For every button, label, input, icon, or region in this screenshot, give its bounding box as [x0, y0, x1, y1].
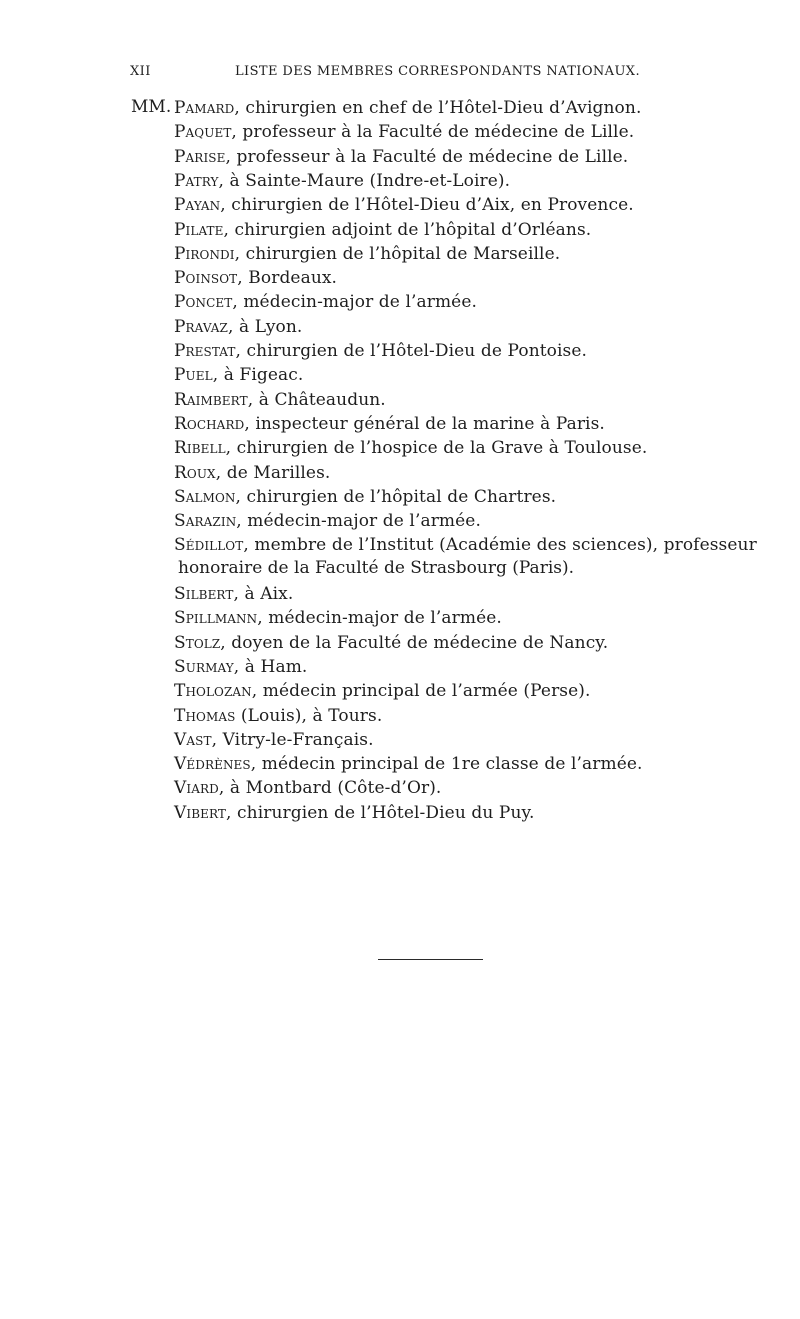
member-description: (Louis), à Tours.	[235, 705, 383, 726]
member-name: Poncet	[174, 292, 233, 313]
member-name: Sédillot	[174, 535, 244, 556]
member-entry	[174, 728, 374, 752]
closing-rule	[378, 959, 483, 960]
member-name: Surmay	[174, 656, 234, 677]
member-name: Raimbert	[174, 389, 248, 410]
page-number: XII	[130, 64, 151, 79]
member-name: Poinsot	[174, 268, 238, 289]
member-name: Pamard	[174, 98, 235, 118]
member-name: Silbert	[174, 584, 234, 604]
member-description: , chirurgien adjoint de l’hôpital d’Orléans.	[223, 219, 592, 240]
member-description-continued: honoraire de la Faculté de Strasbourg (Paris).	[178, 557, 575, 578]
member-name: Thomas	[174, 705, 236, 726]
member-entry	[174, 509, 481, 533]
member-entry	[174, 169, 510, 193]
member-name: Viard	[174, 778, 219, 799]
member-description: , à Montbard (Côte-d’Or).	[218, 778, 442, 799]
member-entry	[174, 485, 556, 509]
member-description: , à Lyon.	[228, 316, 303, 337]
member-name: Védrènes	[174, 754, 251, 775]
member-description: , médecin principal de 1re classe de l’armée.	[250, 754, 643, 775]
member-entry	[174, 533, 757, 557]
member-description: , chirurgien de l’hôpital de Marseille.	[234, 243, 561, 264]
member-entry	[174, 679, 591, 703]
member-name: Payan	[174, 195, 221, 216]
member-description: , professeur à la Faculté de médecine de Lille.	[225, 146, 629, 167]
member-description: , à Figeac.	[212, 365, 304, 386]
member-entry	[174, 412, 605, 436]
member-description: , inspecteur général de la marine à Paris.	[244, 413, 605, 434]
member-description: , doyen de la Faculté de médecine de Nancy.	[220, 632, 609, 653]
member-entry	[174, 290, 477, 314]
member-description: , médecin principal de l’armée (Perse).	[251, 681, 591, 702]
running-header	[130, 64, 640, 84]
member-name: Sarazin	[174, 511, 237, 532]
member-entry	[174, 801, 534, 825]
member-description: , à Aix.	[233, 584, 294, 604]
member-description: , médecin-major de l’armée.	[257, 608, 502, 629]
salutation: MM.	[131, 97, 172, 117]
member-name: Patry	[174, 170, 219, 191]
member-name: Pilate	[174, 219, 224, 240]
member-entry	[174, 315, 302, 339]
member-name: Pravaz	[174, 316, 228, 337]
member-description: , à Châteaudun.	[247, 389, 386, 410]
member-name: Pirondi	[174, 243, 235, 264]
member-entry	[174, 752, 643, 776]
member-description: , à Sainte-Maure (Indre-et-Loire).	[218, 170, 511, 191]
member-entry	[174, 388, 386, 412]
member-entry	[174, 266, 337, 290]
member-entry	[174, 631, 608, 655]
member-entry	[174, 145, 628, 169]
member-name: Stolz	[174, 632, 221, 653]
member-entry	[174, 193, 634, 217]
member-entry	[174, 461, 330, 485]
member-name: Paquet	[174, 122, 232, 143]
member-description: , chirurgien en chef de l’Hôtel-Dieu d’Avignon.	[234, 98, 642, 118]
member-description: , professeur à la Faculté de médecine de Lille.	[231, 122, 635, 143]
member-description: , Vitry-le-Français.	[211, 729, 374, 750]
member-name: Tholozan	[174, 681, 252, 702]
member-description: , chirurgien de l’hôpital de Chartres.	[235, 486, 557, 507]
member-description: , médecin-major de l’armée.	[232, 292, 477, 313]
member-name: Parise	[174, 146, 226, 167]
member-description: , chirurgien de l’Hôtel-Dieu du Puy.	[226, 802, 535, 823]
member-entry	[174, 242, 560, 266]
member-entry	[174, 436, 647, 460]
member-name: Ribell	[174, 438, 226, 459]
member-entry	[174, 363, 303, 387]
running-title: LISTE DES MEMBRES CORRESPONDANTS NATIONAUX.	[235, 64, 640, 79]
member-description: , chirurgien de l’hospice de la Grave à Toulouse.	[225, 438, 648, 459]
member-name: Puel	[174, 365, 213, 386]
member-entry	[174, 606, 502, 630]
member-description: , chirurgien de l’Hôtel-Dieu d’Aix, en Provence.	[220, 195, 634, 216]
member-description: , médecin-major de l’armée.	[236, 511, 481, 532]
member-entry	[174, 120, 634, 144]
member-name: Roux	[174, 462, 216, 483]
member-entry	[174, 339, 587, 363]
member-description: , Bordeaux.	[237, 268, 338, 289]
member-name: Vibert	[174, 802, 227, 823]
member-name: Prestat	[174, 341, 236, 361]
member-description: , membre de l’Institut (Académie des sciences), professeur	[243, 535, 757, 556]
member-description: , à Ham.	[233, 656, 308, 677]
member-entry	[174, 96, 641, 120]
member-entry	[174, 776, 441, 800]
member-entry	[174, 704, 382, 728]
member-name: Salmon	[174, 486, 236, 507]
member-name: Rochard	[174, 413, 245, 434]
member-description: , chirurgien de l’Hôtel-Dieu de Pontoise.	[235, 341, 588, 361]
member-entry	[174, 582, 293, 606]
member-entry	[174, 218, 591, 242]
member-name: Spillmann	[174, 608, 258, 629]
member-entry	[174, 655, 307, 679]
member-description: , de Marilles.	[215, 462, 331, 483]
member-name: Vast	[174, 729, 212, 750]
